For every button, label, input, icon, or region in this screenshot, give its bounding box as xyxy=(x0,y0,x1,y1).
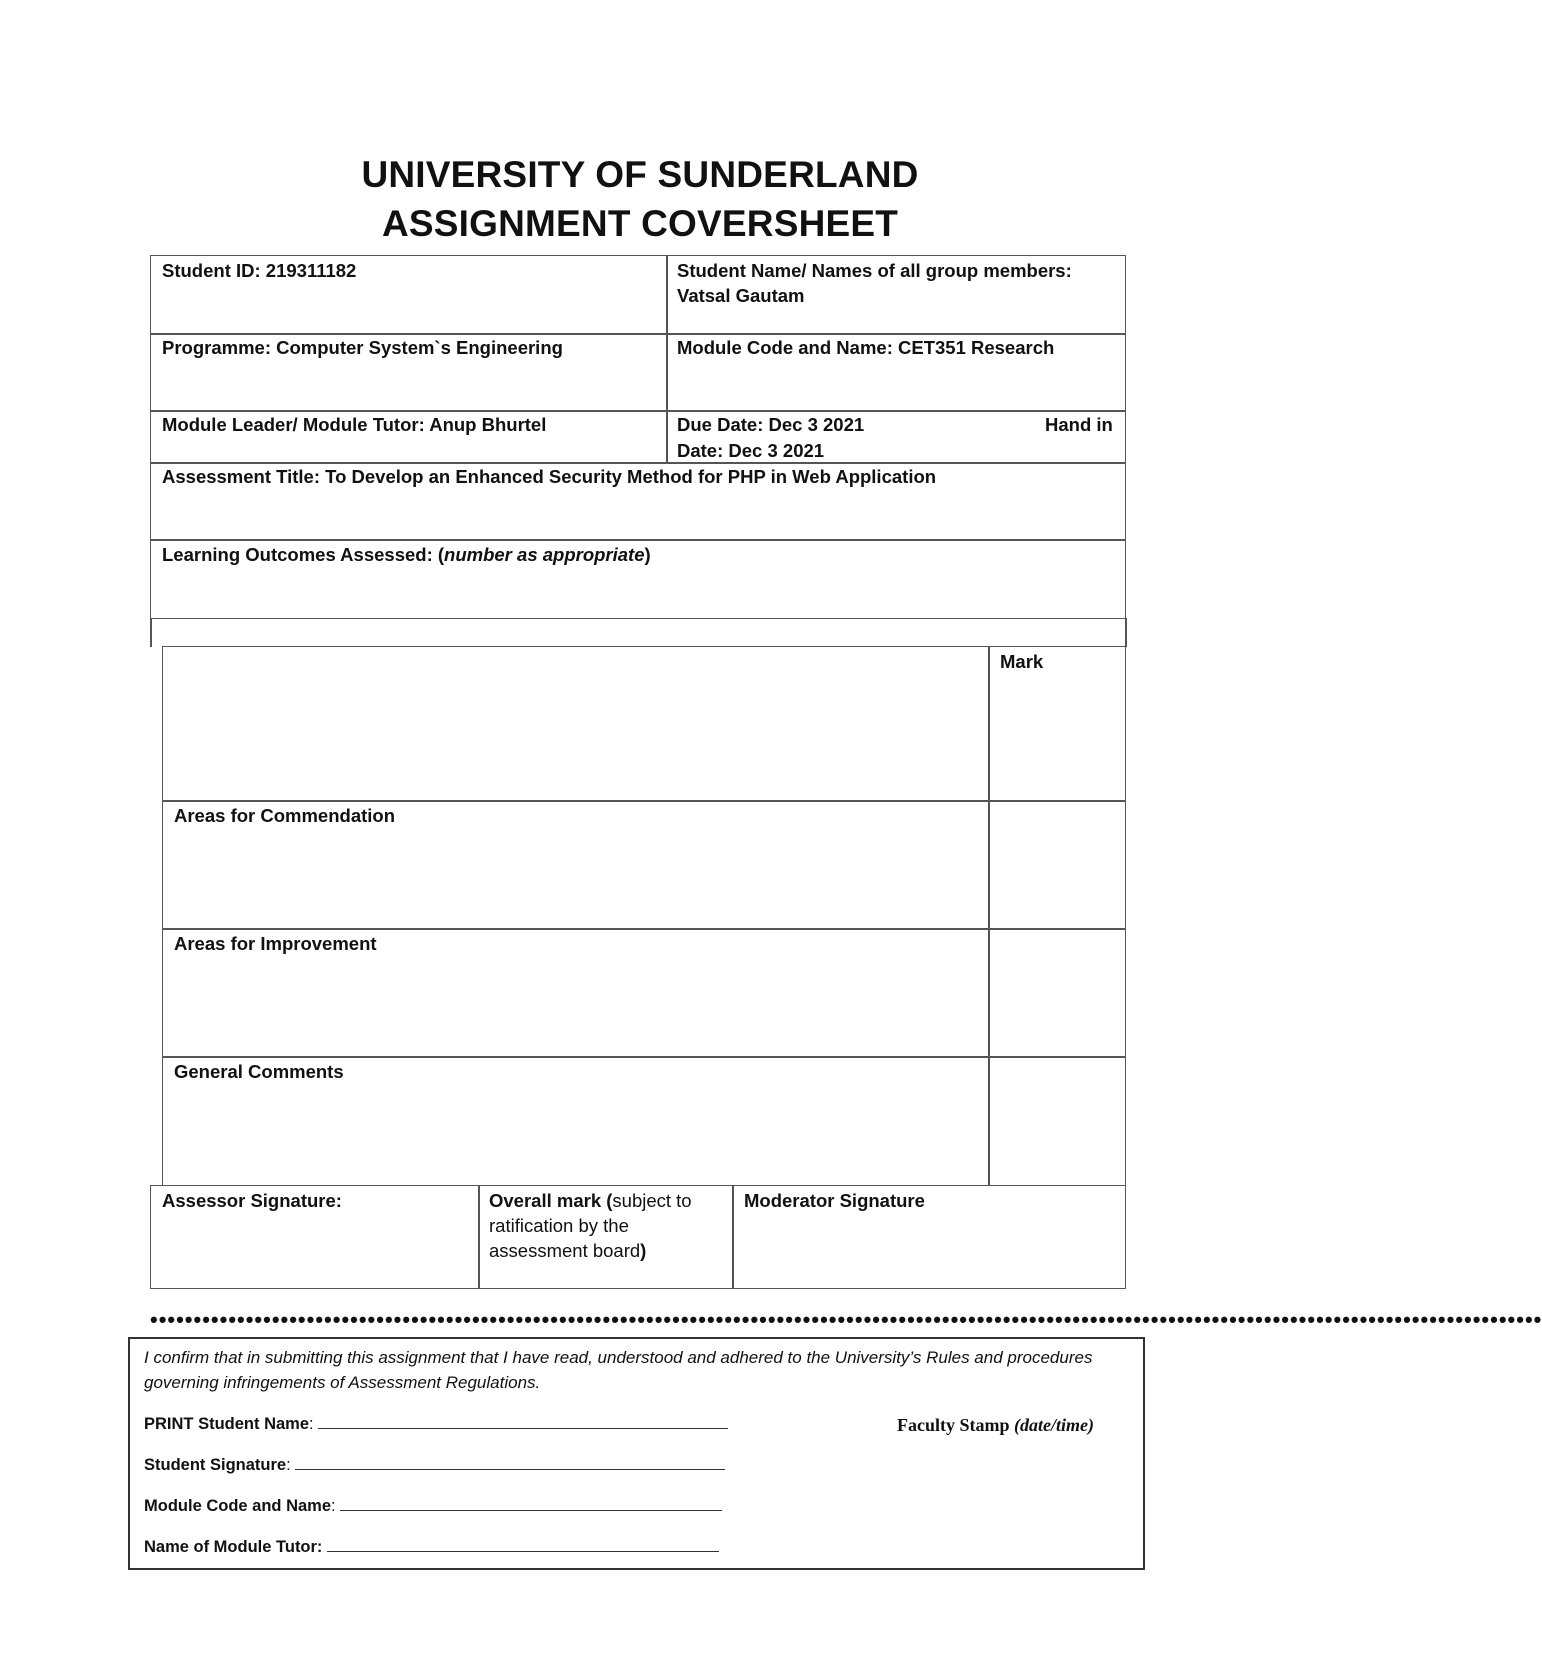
print-name-line[interactable] xyxy=(318,1414,728,1429)
page-title-line2: ASSIGNMENT COVERSHEET xyxy=(381,203,899,244)
student-signature-field: Student Signature: xyxy=(144,1455,725,1475)
overall-mark-label: Overall mark (subject to ratification by the assessment board) xyxy=(489,1190,692,1261)
programme: Programme: Computer System`s Engineering xyxy=(162,337,563,358)
print-name-field: PRINT Student Name: xyxy=(144,1414,728,1434)
module-code-field: Module Code and Name: xyxy=(144,1496,722,1516)
module-tutor-line[interactable] xyxy=(327,1537,719,1552)
feedback-table xyxy=(162,646,1126,1186)
cut-line: •••••••••••••••••••••••••••••••••••••••••••••••••••••••••••••••••••••••••••••••••••••••••••••••••••••••••••••••••••••••••••••••••••••••••••••••••••••••••••••••• xyxy=(150,1307,1542,1332)
hand-in-date: Date: Dec 3 2021 xyxy=(677,440,825,461)
faculty-stamp-label: Faculty Stamp (date/time) xyxy=(897,1415,1094,1435)
improvement-label: Areas for Improvement xyxy=(174,933,377,954)
general-comments-label: General Comments xyxy=(174,1061,344,1082)
assessor-signature-label: Assessor Signature: xyxy=(162,1190,342,1211)
assessment-title: Assessment Title: To Develop an Enhanced Security Method for PHP in Web Application xyxy=(162,466,937,487)
student-name: Vatsal Gautam xyxy=(677,285,805,306)
moderator-signature-label: Moderator Signature xyxy=(744,1190,925,1211)
student-signature-line[interactable] xyxy=(295,1455,725,1470)
learning-outcomes: Learning Outcomes Assessed: (number as appropriate) xyxy=(162,544,651,565)
module-code-line[interactable] xyxy=(340,1496,722,1511)
due-date: Due Date: Dec 3 2021 xyxy=(677,414,865,435)
module-code: Module Code and Name: CET351 Research xyxy=(677,337,1055,358)
module-leader: Module Leader/ Module Tutor: Anup Bhurtel xyxy=(162,414,547,435)
student-name-label: Student Name/ Names of all group members: xyxy=(677,260,1072,281)
page-title-line1: UNIVERSITY OF SUNDERLAND xyxy=(361,154,919,195)
declaration-text: I confirm that in submitting this assignment that I have read, understood and adhered to the University’s Rules and procedures governing infringements of Assessment Regulations. xyxy=(144,1348,1093,1392)
module-tutor-field: Name of Module Tutor: xyxy=(144,1537,719,1557)
student-id: Student ID: 219311182 xyxy=(162,260,357,281)
commendation-label: Areas for Commendation xyxy=(174,805,396,826)
mark-label: Mark xyxy=(1000,651,1044,672)
hand-in-label: Hand in xyxy=(1045,414,1113,435)
